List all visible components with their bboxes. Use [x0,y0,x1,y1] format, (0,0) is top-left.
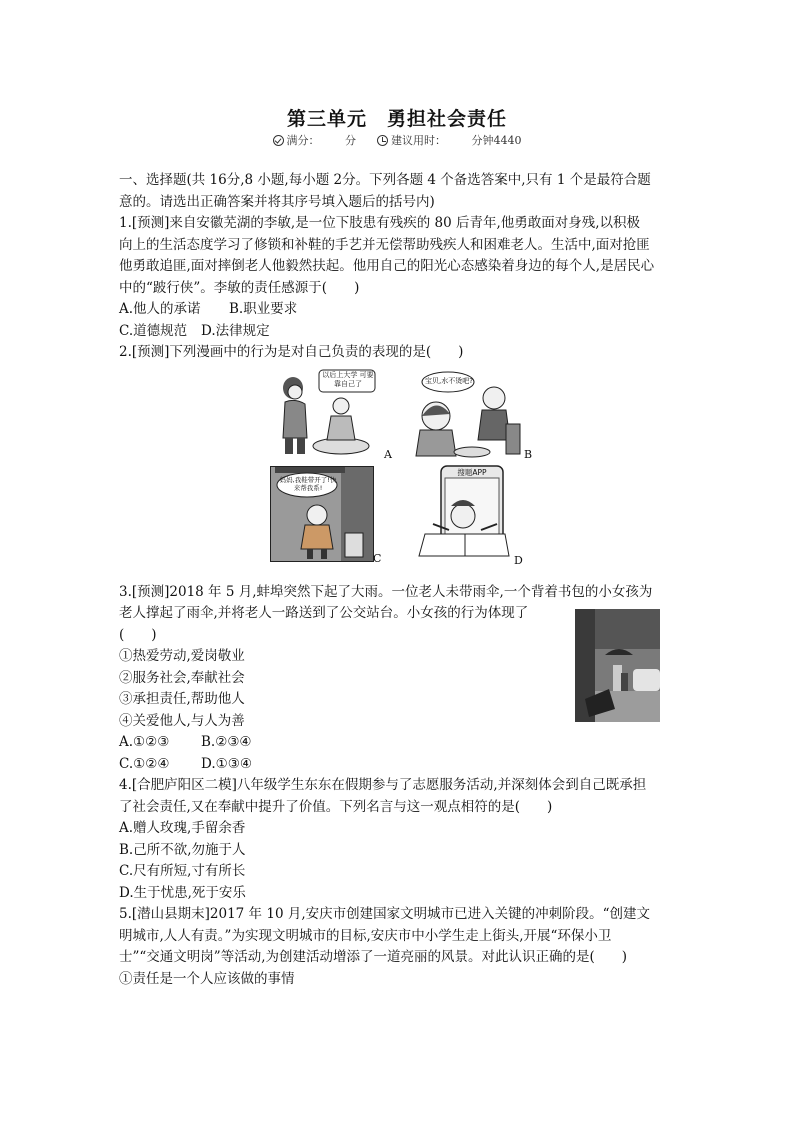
comic-c [270,466,374,562]
full-score-unit: 分 [345,134,356,147]
q3-option-a: A.①②③ [119,734,170,750]
q4-option: C.尺有所短,寸有所长 [119,863,246,879]
question-content [119,170,679,990]
q3-options-row1 [119,732,679,754]
q4-option: B.己所不欲,勿施于人 [119,841,246,858]
q1-option-a: A.他人的承诺 [119,301,201,317]
comic-b [406,368,526,460]
exam-meta [0,132,794,148]
q4-line: 了社会责任,又在奉献中提升了价值。下列名言与这一观点相符的是( ) [119,798,553,815]
q3-option-b: B.②③④ [201,734,252,750]
q3-body [119,603,679,775]
comic-a-bubble: 以后上大学 可要靠自己了 [322,370,374,388]
q5-line: 5.[潜山县期末]2017 年 10 月,安庆市创建国家文明城市已进入关键的冲刺阶段。“创建文 [119,906,651,922]
q3-line: 3.[预测]2018 年 5 月,蚌埠突然下起了大雨。一位老人未带雨伞,一个背着书包的小女孩为 [119,583,653,600]
q1-option-d: D.法律规定 [201,322,270,339]
comic-c-bubble: 妈妈,我鞋带开了!快来帮我系! [279,475,337,492]
q3-item: ④关爱他人,与人为善 [119,712,245,729]
q1-option-c: C.道德规范 [119,322,188,339]
clock-icon [377,135,388,146]
q3-paren: ( ) [119,626,157,643]
comic-b-bubble: 宝贝,水不烫吧? [425,376,473,385]
comic-a-label: A [384,447,392,461]
full-score-label: 满分： [286,134,320,147]
time-unit: 分钟 [471,134,494,147]
comic-d-label: D [514,553,523,567]
section-heading-line2: 意的。请选出正确答案并将其序号填入题后的括号内) [119,193,435,210]
q2-stem: 2.[预测]下列漫画中的行为是对自己负责的表现的是( ) [119,344,464,360]
q1-line: 1.[预测]来自安徽芜湖的李敏,是一位下肢患有残疾的 80 后青年,他勇敢面对身残,以积极 [119,215,641,231]
q1-options-row2 [119,321,679,343]
q4-line: 4.[合肥庐阳区二模]八年级学生东东在假期参与了志愿服务活动,并深刻体会到自己既承担 [119,777,647,793]
rain-photo [575,609,660,722]
q3-option-c: C.①②④ [119,755,170,772]
comic-d [405,464,515,562]
q4-option: D.生于忧患,死于安乐 [119,884,246,901]
comic-a [271,368,383,460]
check-circle-icon [273,135,284,146]
q2-comics-row1 [119,364,679,464]
q5-line: ①责任是一个人应该做的事情 [119,970,295,987]
q1-line: 他勇敢追匪,面对摔倒老人他毅然扶起。他用自己的阳光心态感染着身边的每个人,是居民心 [119,258,655,274]
q5-line: 士”“交通文明岗”等活动,为创建活动增添了一道亮丽的风景。对此认识正确的是( ) [119,949,628,965]
q5-line: 明城市,人人有责。”为实现文明城市的目标,安庆市中小学生走上街头,开展“环保小卫 [119,927,612,944]
q3-item: ③承担责任,帮助他人 [119,691,245,707]
q3-item: ②服务社会,奉献社会 [119,669,245,686]
rain-photo-illustration [575,609,660,722]
section-heading-line1: 一、选择题(共 16分,8 小题,每小题 2分。下列各题 4 个备选答案中,只有 1 个是最符合题 [119,172,651,188]
q3-option-d: D.①③④ [201,755,252,772]
time-label: 建议用时： [391,134,446,147]
comic-c-label: C [373,551,382,565]
comic-d-illustration [405,464,515,562]
comic-b-label: B [524,447,533,461]
q3-line: 老人撑起了雨伞,并将老人一路送到了公交站台。小女孩的行为体现了 [119,605,529,621]
q1-line: 向上的生活态度学习了修锁和补鞋的手艺并无偿帮助残疾人和困难老人。生活中,面对抢匪 [119,236,650,253]
time-value: 4440 [493,134,522,147]
q4-option: A.赠人玫瑰,手留余香 [119,820,246,836]
q3-options-row2 [119,754,679,776]
comic-d-sign: 搜题APP [457,467,487,477]
q3-item: ①热爱劳动,爱岗敬业 [119,648,245,664]
q1-options-row1 [119,299,679,321]
q1-option-b: B.职业要求 [229,301,298,317]
q2-comics-row2 [119,464,679,567]
page-title: 第三单元 勇担社会责任 [286,108,507,130]
q1-line: 中的“跛行侠”。李敏的责任感源于( ) [119,279,360,296]
